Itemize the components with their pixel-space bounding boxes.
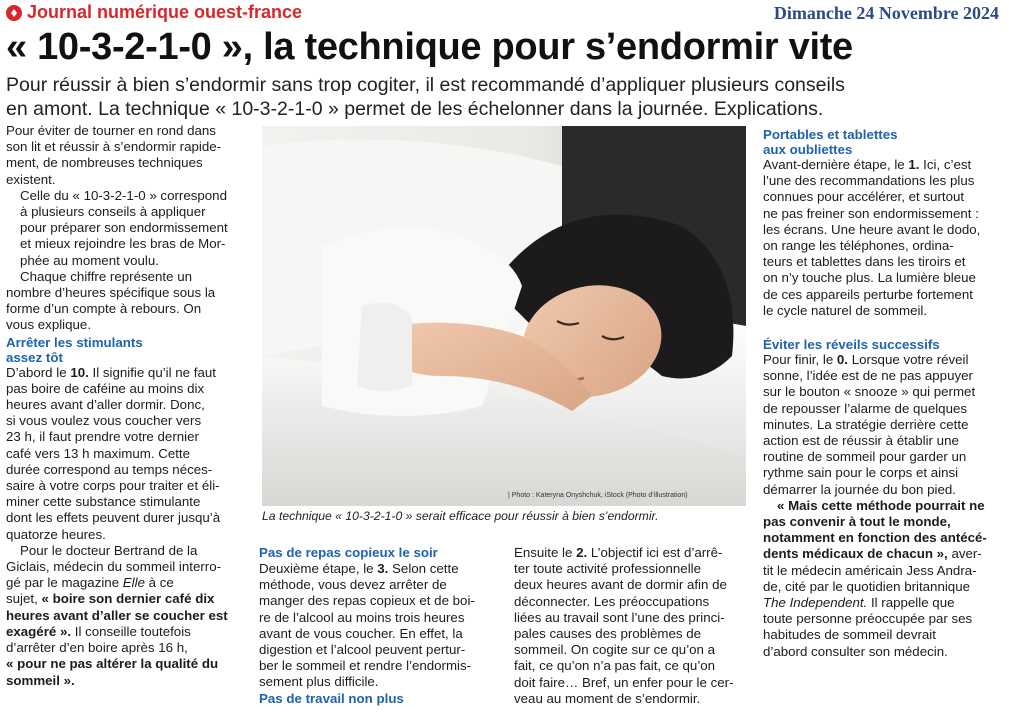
text-line: café vers 13 h maximum. Cette: [6, 445, 191, 461]
text-line: miner cette substance stimulante: [6, 494, 201, 510]
text-line: routine de sommeil pour garder un: [763, 449, 967, 465]
text-line: pour préparer son endormissement: [20, 220, 228, 236]
text-line: durée correspond au temps néces-: [6, 461, 213, 477]
text-line: ne pas freiner son endormissement :: [763, 205, 979, 221]
text-line: heures avant d’aller dormir. Donc,: [6, 397, 205, 413]
text-run: D’abord le: [6, 364, 71, 380]
ouest-france-logo-icon: [6, 5, 22, 21]
paragraph: [6, 188, 246, 269]
text-line: rythme sain pour le corps et ainsi: [763, 465, 959, 481]
text-run: Selon cette: [388, 561, 459, 576]
paragraph: [6, 365, 246, 543]
paragraph: [763, 498, 1004, 660]
masthead-title: Journal numérique ouest-france: [27, 2, 303, 22]
text-line: Giclais, médecin du sommeil interro-: [6, 559, 222, 575]
section-subhead: [763, 127, 1004, 157]
text-line: de, cité par le quotidien britannique: [763, 578, 970, 594]
step-number: 1.: [908, 157, 920, 172]
text-line: tit le médecin américain Jess Andra-: [763, 562, 977, 578]
text-line: méthode, vous devez arrêter de: [259, 577, 447, 593]
section-subhead: Éviter les réveils successifs: [763, 337, 940, 353]
text-line: phée au moment voulu.: [20, 252, 159, 268]
article-headline: « 10-3-2-1-0 », la technique pour s’endormir vite: [6, 26, 853, 68]
publication-date: Dimanche 24 Novembre 2024: [773, 3, 999, 23]
text-line: [514, 545, 750, 561]
text-run: gé par le magazine: [6, 575, 123, 591]
text-line: teurs et tablettes dans les tiroirs et: [763, 254, 966, 270]
quote-run: exagéré ».: [6, 623, 72, 639]
text-run: Ensuite le: [514, 545, 577, 560]
text-line: liées au travail sont l’une des princi-: [514, 609, 725, 625]
text-line: 23 h, il faut prendre votre dernier: [6, 429, 199, 445]
column-4: [763, 127, 1004, 660]
text-run: Il signifie qu’il ne faut: [88, 364, 216, 380]
text-line: ber le sommeil et rendre l’endormis-: [259, 658, 472, 674]
text-run: Il rappelle que: [867, 595, 955, 611]
text-line: d’abord consulter son médecin.: [763, 643, 948, 659]
text-line: à plusieurs conseils à appliquer: [20, 204, 206, 220]
text-line: veau au moment de s’endormir.: [514, 690, 701, 706]
step-number: 10.: [70, 364, 89, 380]
text-run: Pour finir, le: [763, 352, 837, 368]
text-line: deux heures avant de dormir afin de: [514, 577, 727, 593]
step-number: 3.: [377, 561, 389, 576]
text-line: doit faire… Bref, un enfer pour le cer-: [514, 674, 734, 690]
text-line: Pour le docteur Bertrand de la: [20, 542, 198, 558]
text-line: re de l’alcool au moins trois heures: [259, 609, 465, 625]
text-line: sonne, l’idée est de ne pas appuyer: [763, 368, 973, 384]
text-line: action est de réussir à établir une: [763, 433, 959, 449]
text-line: de ces appareils perturbe fortement: [763, 286, 973, 302]
text-line: [6, 575, 246, 591]
standfirst-line: Pour réussir à bien s’endormir sans trop cogiter, il est recommandé d’appliquer plusieurs conseils: [6, 74, 845, 96]
text-line: démarrer la journée du bon pied.: [763, 481, 956, 497]
text-line: sur le bouton « snooze » qui permet: [763, 384, 976, 400]
text-run: Il conseille toutefois: [71, 623, 191, 639]
text-line: [6, 608, 246, 624]
paragraph: [514, 545, 750, 707]
column-2: [259, 545, 497, 707]
step-number: 2.: [576, 545, 588, 560]
text-line: fait, ce qu’on n’a pas fait, ce qu’on: [514, 658, 716, 674]
magazine-name: Elle: [122, 575, 145, 591]
text-run: Deuxième étape, le: [259, 561, 378, 576]
text-line: sommeil. On cogite sur ce qu’on a: [514, 642, 716, 658]
photo-credit: | Photo : Kateryna Onyshchuk, iStock (Photo d’illustration): [508, 492, 688, 499]
text-line: les écrans. Une heure avant le dodo,: [763, 221, 981, 237]
text-line: [763, 514, 1004, 530]
text-line: [6, 673, 246, 689]
quote-run: heures avant d’aller se coucher est: [6, 607, 228, 623]
quote-run: notamment en fonction des antécé-: [763, 530, 987, 546]
text-line: vous explique.: [6, 317, 92, 333]
text-line: connues pour accélérer, et surtout: [763, 189, 965, 205]
text-line: [6, 591, 246, 607]
subhead-line: Portables et tablettes: [763, 127, 898, 142]
text-line: habitudes de sommeil devrait: [763, 627, 936, 643]
paragraph: [6, 269, 246, 334]
text-line: [6, 365, 246, 381]
text-line: digestion et l’alcool peuvent pertur-: [259, 642, 466, 658]
text-line: de repousser l’alarme de quelques: [763, 400, 968, 416]
column-1: [6, 123, 246, 689]
text-line: Chaque chiffre représente un: [20, 268, 192, 284]
text-line: nombre d’heures spécifique sous la: [6, 285, 216, 301]
quote-run: dents médicaux de chacun »,: [763, 546, 948, 562]
paragraph: [6, 543, 246, 689]
text-line: déconnecter. Les préoccupations: [514, 593, 710, 609]
text-line: [259, 561, 497, 577]
text-line: l’une des recommandations les plus: [763, 173, 975, 189]
text-line: si vous voulez vous coucher vers: [6, 413, 202, 429]
newspaper-name: The Independent.: [763, 595, 868, 611]
paragraph: [6, 123, 246, 188]
text-run: Avant-dernière étape, le: [763, 157, 909, 172]
section-subhead: Pas de travail non plus: [259, 690, 404, 706]
text-line: avant de vous coucher. En effet, la: [259, 625, 463, 641]
text-line: [763, 530, 1004, 546]
text-line: et mieux rejoindre les bras de Mor-: [20, 236, 226, 252]
text-run: aver-: [947, 546, 982, 562]
text-line: ter toute activité professionnelle: [514, 561, 702, 577]
column-3: [514, 545, 750, 707]
text-line: [763, 352, 1004, 368]
sleeping-woman-illustration: [262, 126, 746, 506]
text-line: Celle du « 10-3-2-1-0 » correspond: [20, 187, 227, 203]
section-subhead: [6, 335, 246, 365]
text-line: [6, 624, 246, 640]
text-line: [763, 498, 1004, 514]
article-photo: [262, 126, 746, 506]
text-run: à ce: [144, 575, 174, 591]
text-run: L’objectif ici est d’arrê-: [587, 545, 723, 560]
text-line: pales causes des problèmes de: [514, 626, 702, 642]
quote-run: « Mais cette méthode pourrait ne: [777, 497, 985, 513]
text-line: [763, 595, 1004, 611]
text-line: ment, de nombreuses techniques: [6, 155, 203, 171]
text-line: son lit et réussir à s’endormir rapide-: [6, 139, 222, 155]
article-standfirst: [6, 73, 1006, 121]
text-run: Lorsque votre réveil: [848, 352, 969, 368]
section-subhead: Pas de repas copieux le soir: [259, 545, 438, 560]
text-line: on n’y touche plus. La lumière bleue: [763, 270, 976, 286]
text-line: sement plus difficile.: [259, 674, 379, 690]
text-line: le cycle naturel de sommeil.: [763, 302, 928, 318]
text-line: on range les téléphones, ordina-: [763, 238, 954, 254]
subhead-line: aux oubliettes: [763, 142, 853, 157]
text-line: dont les effets peuvent durer jusqu’à: [6, 510, 221, 526]
paragraph: [763, 157, 1004, 319]
paragraph: [259, 561, 497, 691]
text-line: saire à votre corps pour traiter et éli-: [6, 478, 220, 494]
text-run: sujet,: [6, 591, 42, 607]
text-line: forme d’un compte à rebours. On: [6, 301, 202, 317]
subhead-line: Arrêter les stimulants: [6, 334, 143, 350]
text-line: Pour éviter de tourner en rond dans: [6, 123, 216, 138]
paragraph: [763, 352, 1004, 498]
quote-run: sommeil ».: [6, 672, 75, 688]
text-line: [763, 157, 1004, 173]
text-line: [763, 546, 1004, 562]
step-number: 0.: [836, 352, 848, 368]
standfirst-line: en amont. La technique « 10-3-2-1-0 » permet de les échelonner dans la journée. Explications.: [6, 98, 824, 120]
photo-caption: La technique « 10-3-2-1-0 » serait efficace pour réussir à bien s’endormir.: [262, 509, 659, 523]
text-line: manger des repas copieux et de boi-: [259, 593, 475, 609]
text-line: pas boire de caféine au moins dix: [6, 380, 205, 396]
quote-run: « boire son dernier café dix: [41, 591, 215, 607]
text-line: quatorze heures.: [6, 526, 106, 542]
text-line: existent.: [6, 171, 56, 187]
quote-run: « pour ne pas altérer la qualité du: [6, 656, 219, 672]
text-line: [6, 656, 246, 672]
subhead-line: assez tôt: [6, 349, 63, 365]
text-line: toute personne préoccupée par ses: [763, 611, 973, 627]
text-run: Ici, c’est: [919, 157, 972, 172]
text-line: d’arrêter d’en boire après 16 h,: [6, 640, 188, 656]
text-line: minutes. La stratégie derrière cette: [763, 416, 969, 432]
quote-run: pas convenir à tout le monde,: [763, 514, 951, 530]
